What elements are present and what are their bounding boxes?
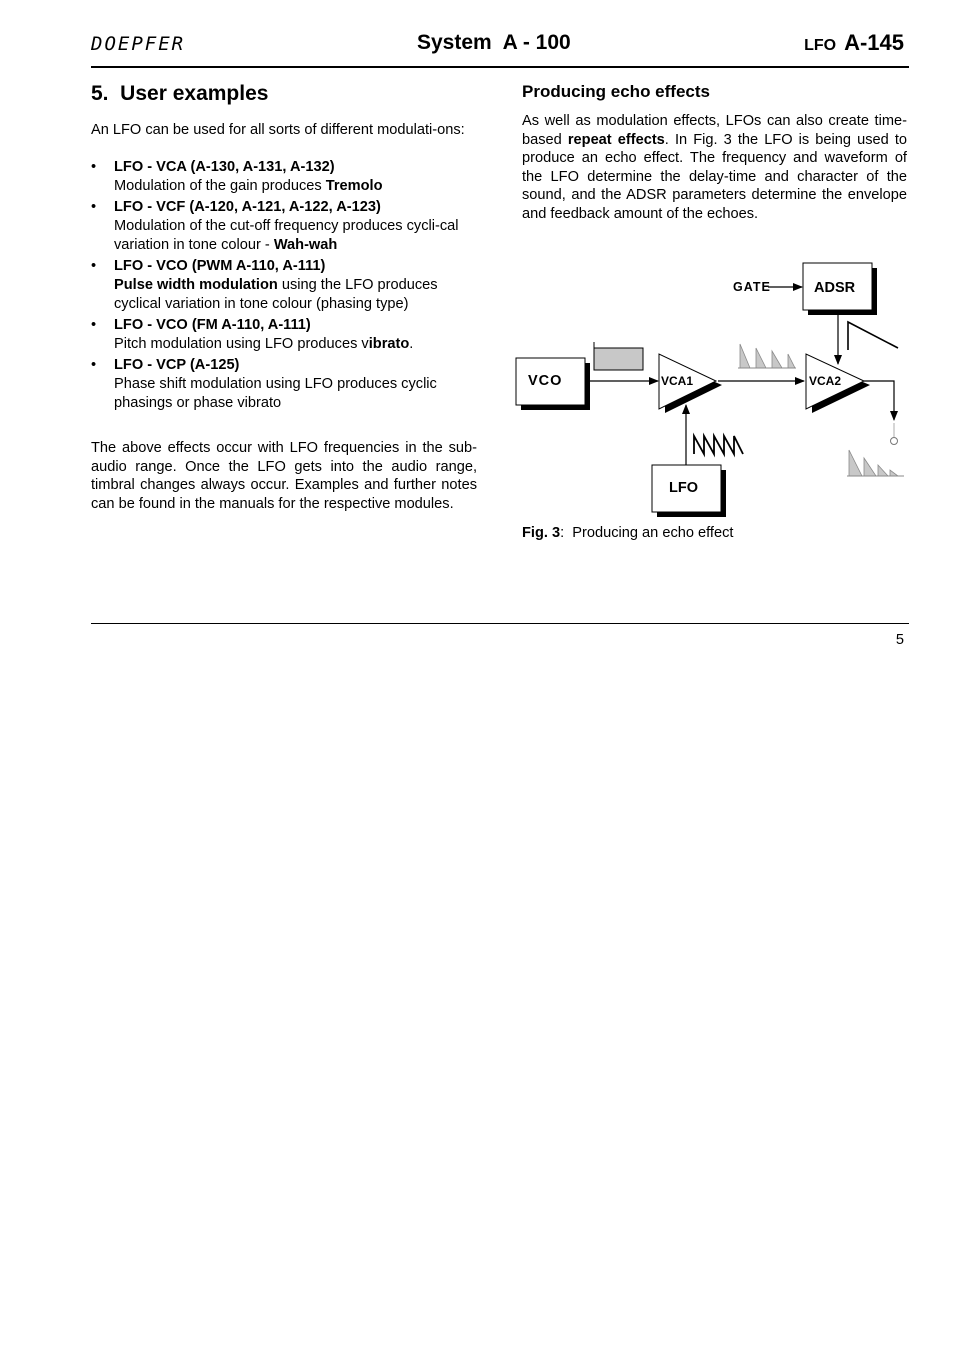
vca1-label: VCA1 [661,374,694,388]
page-header [91,28,909,68]
list-item-text: Phase shift modulation using LFO produces cyclic phasings or phase vibrato [114,375,437,412]
list-item-emphasis: ibrato [368,335,410,352]
bullet-icon: • [91,316,97,333]
module-title [804,30,904,56]
lfo-label: LFO [669,480,698,496]
bullet-icon: • [91,356,97,373]
list-item-title: LFO - VCO (FM A-110, A-111) [114,316,311,333]
figure-caption [522,525,733,541]
adsr-label: ADSR [814,280,856,296]
output-jack-icon [891,438,898,445]
list-item-tail: . [409,335,414,352]
list-item [91,356,477,414]
list-item-emphasis: Tremolo [325,177,383,194]
section-heading: 5. User examples [91,82,269,105]
left-column [91,82,477,514]
list-item-text: Modulation of the gain produces [114,177,326,194]
bullet-icon: • [91,198,97,215]
list-item [91,198,477,256]
page-number: 5 [895,632,904,648]
list-item-title: LFO - VCA (A-130, A-131, A-132) [114,158,335,175]
module-code: A-145 [844,30,904,55]
list-item [91,158,477,196]
vco-label: VCO [528,373,563,389]
echo-paragraph [522,112,907,224]
subsection-heading: Producing echo effects [522,82,710,101]
caption-text: : Producing an echo effect [560,525,734,541]
echo-effect-diagram [512,258,912,520]
bullet-icon: • [91,158,97,175]
list-item-emphasis: Wah-wah [273,236,338,253]
envelope-wave-icon [848,322,898,350]
repeat-wave-icon [740,344,795,368]
echo-emphasis: repeat effects [567,131,665,148]
lfo-sawtooth-icon [694,436,743,454]
module-prefix: LFO [804,37,837,54]
intro-paragraph: An LFO can be used for all sorts of different modulati-ons: [91,122,465,138]
vca2-output-line [864,381,894,420]
caption-label: Fig. 3 [522,525,561,541]
system-title: System A - 100 [417,31,571,54]
audio-signal-icon [594,348,643,370]
list-item [91,316,477,354]
closing-paragraph: The above effects occur with LFO frequencies in the sub-audio range. Once the LFO gets into the audio range, timbral changes always occur. Examples and further notes can be found in the manuals for the respective modules. [91,440,477,513]
echo-output-wave-icon [849,450,898,476]
list-item-text: Modulation of the cut-off frequency produces cycli-cal variation in tone colour - [114,217,459,253]
echo-text-a: As well as modulation effects, LFOs can also create time-based [522,113,907,148]
footer-divider [91,623,909,624]
doepfer-logo: DOEPFER [91,33,186,55]
list-item-emphasis: Pulse width modulation [114,276,278,293]
vca2-label: VCA2 [809,374,842,388]
right-column [522,82,907,224]
effects-list [91,158,477,414]
bullet-icon: • [91,257,97,274]
list-item-text: Pitch modulation using LFO produces v [114,335,369,352]
list-item-title: LFO - VCP (A-125) [114,356,240,373]
list-item-text: using the LFO produces cyclical variation in tone colour (phasing type) [114,276,438,313]
echo-text-b: . In Fig. 3 the LFO is being used to produce an echo effect. The frequency and waveform of the LFO determine the delay-time and character of the sound, and the ADSR parameters determine the envelope and feedback amount of the echoes. [522,131,907,222]
list-item-title: LFO - VCF (A-120, A-121, A-122, A-123) [114,198,381,215]
gate-label: GATE [733,280,771,294]
list-item [91,257,477,315]
list-item-title: LFO - VCO (PWM A-110, A-111) [114,257,326,274]
